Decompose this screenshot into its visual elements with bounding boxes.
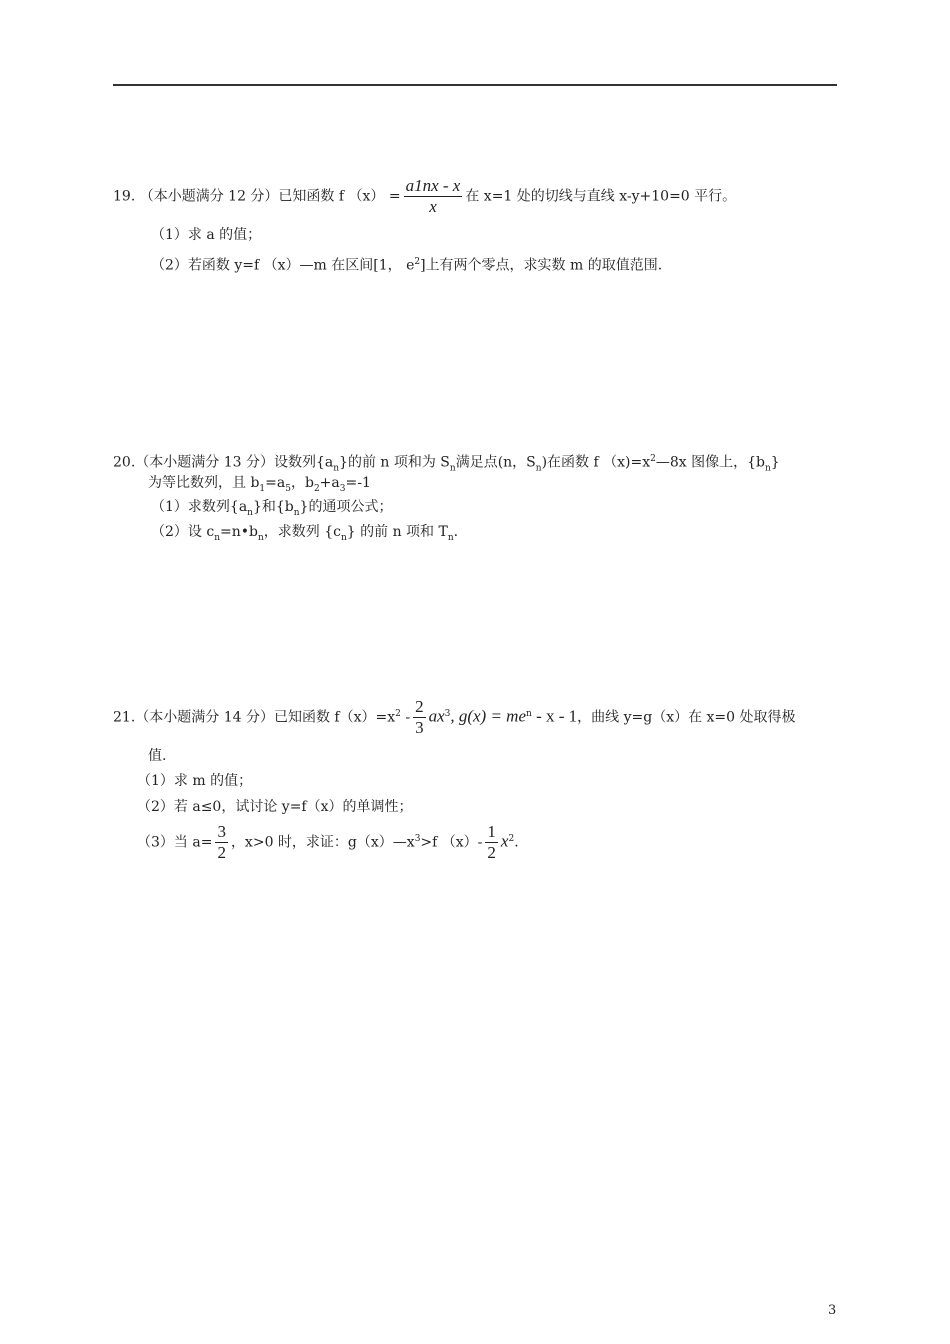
q20-p2-sub2: n [257, 532, 264, 543]
q21-p3-sup2: 2 [508, 833, 515, 844]
q20-l2-sub1: 1 [259, 483, 266, 494]
q21-l1-sup3: n [526, 708, 532, 719]
q20-l1-b: }的前 n 项和为 S [339, 454, 450, 471]
q21-fraction-2-3 [413, 697, 426, 738]
q20-p2-e: . [453, 524, 459, 540]
q20-l1-a: 20.（本小题满分 13 分）设数列{a [113, 454, 334, 471]
q21-p3-c: >f （x）- [420, 834, 483, 851]
q21-frac3-num: 1 [487, 822, 496, 841]
page-number: 3 [828, 1303, 837, 1318]
q21-frac1-num: 2 [415, 697, 424, 716]
q20-l2-a: 为等比数列，且 b [148, 475, 260, 491]
q20-l1-d: )在函数 f （x)=x [541, 454, 651, 471]
q20-p2-sub3: n [340, 532, 347, 543]
q19-part2-text-a: （2）若函数 y=f （x）—m 在区间[1， e [151, 257, 415, 274]
q20-p2-b: =n•b [220, 524, 258, 540]
q21-p3-sup1: 3 [414, 833, 421, 844]
q20-l1-sub2: n [449, 463, 456, 474]
q20-l2-sub4: 3 [339, 483, 346, 494]
q21-part1: （1）求 m 的值； [137, 773, 253, 789]
q21-l1-f: ，曲线 y=g（x）在 x=0 处取得极 [577, 709, 796, 726]
q20-p2-c: ，求数列 {c [263, 524, 341, 540]
q19-part1: （1）求 a 的值； [151, 227, 262, 243]
q20-l2-e: =-1 [345, 475, 371, 491]
q19-suffix: 在 x=1 处的切线与直线 x-y+10=0 平行。 [465, 188, 737, 205]
q21-frac2-num: 3 [217, 822, 226, 841]
q21-l1-d: , g(x) = me [450, 706, 527, 726]
q20-p1-b: }和{b [252, 499, 294, 515]
q21-p3-e: . [514, 834, 519, 851]
q19-frac-num: a1nx - x [405, 176, 461, 195]
q20-l2-b: =a [265, 475, 286, 491]
q21-stem-line1 [113, 697, 796, 738]
q21-p3-d: x [500, 831, 509, 851]
q19-frac-den: x [429, 197, 437, 216]
q20-l2-d: +a [319, 475, 340, 491]
q21-part3 [137, 822, 519, 863]
q21-frac3-den: 2 [487, 843, 496, 862]
q20-p1-sub2: n [293, 507, 300, 518]
q21-fraction-1-2 [485, 822, 498, 863]
q19-prefix: 19. （本小题满分 12 分）已知函数 f （x） = [113, 188, 401, 205]
q21-frac2-den: 2 [217, 843, 226, 862]
q20-p2-d: } 的前 n 项和 T [346, 524, 448, 540]
q21-p3-b: ，x>0 时，求证：g（x）—x [230, 834, 415, 851]
q19-part2-text-b: ]上有两个零点，求实数 m 的取值范围. [420, 257, 663, 274]
q21-p3-a: （3）当 a= [137, 834, 213, 851]
q19-stem [113, 176, 736, 217]
q20-p1-sub1: n [247, 507, 253, 518]
q20-l1-e: —8x 图像上，{b [655, 454, 765, 471]
q20-l1-sub1: n [333, 463, 340, 474]
q21-l1-b: - [400, 709, 411, 726]
q21-stem-line2: 值. [148, 748, 167, 764]
q21-part2: （2）若 a≤0，试讨论 y=f（x）的单调性； [137, 799, 413, 815]
q20-part2 [151, 523, 458, 547]
q20-p2-sub1: n [214, 532, 220, 543]
q20-l1-f: } [770, 454, 780, 471]
q20-l1-sub3: n [535, 463, 542, 474]
q20-l2-c: ，b [290, 475, 314, 491]
q21-l1-c: ax [428, 706, 445, 726]
q19-part2-sup: 2 [414, 257, 421, 267]
q19-part2 [151, 253, 662, 275]
q20-l2-sub3: 2 [313, 483, 320, 494]
q20-l1-c: 满足点(n，S [455, 454, 536, 471]
q20-p2-sub4: n [447, 532, 454, 543]
q21-frac1-den: 3 [415, 718, 424, 737]
q20-p2-a: （2）设 c [151, 524, 215, 540]
q21-l1-e: - x - 1 [531, 706, 578, 726]
q21-l1-a: 21.（本小题满分 14 分）已知函数 f（x）=x [113, 709, 396, 726]
q20-l2-sub2: 5 [285, 483, 291, 494]
header-rule [113, 84, 837, 86]
q20-p1-c: }的通项公式； [299, 499, 393, 515]
q20-stem-line2 [148, 474, 371, 498]
q20-part1 [151, 498, 392, 522]
q21-fraction-3-2 [215, 822, 228, 863]
q20-l1-sup: 2 [650, 454, 656, 464]
q21-l1-sup2: 3 [444, 708, 451, 719]
q20-p1-a: （1）求数列{a [151, 499, 248, 515]
q19-fraction [404, 176, 463, 217]
q20-l1-sub4: n [764, 463, 771, 474]
q21-l1-sup1: 2 [395, 708, 401, 719]
